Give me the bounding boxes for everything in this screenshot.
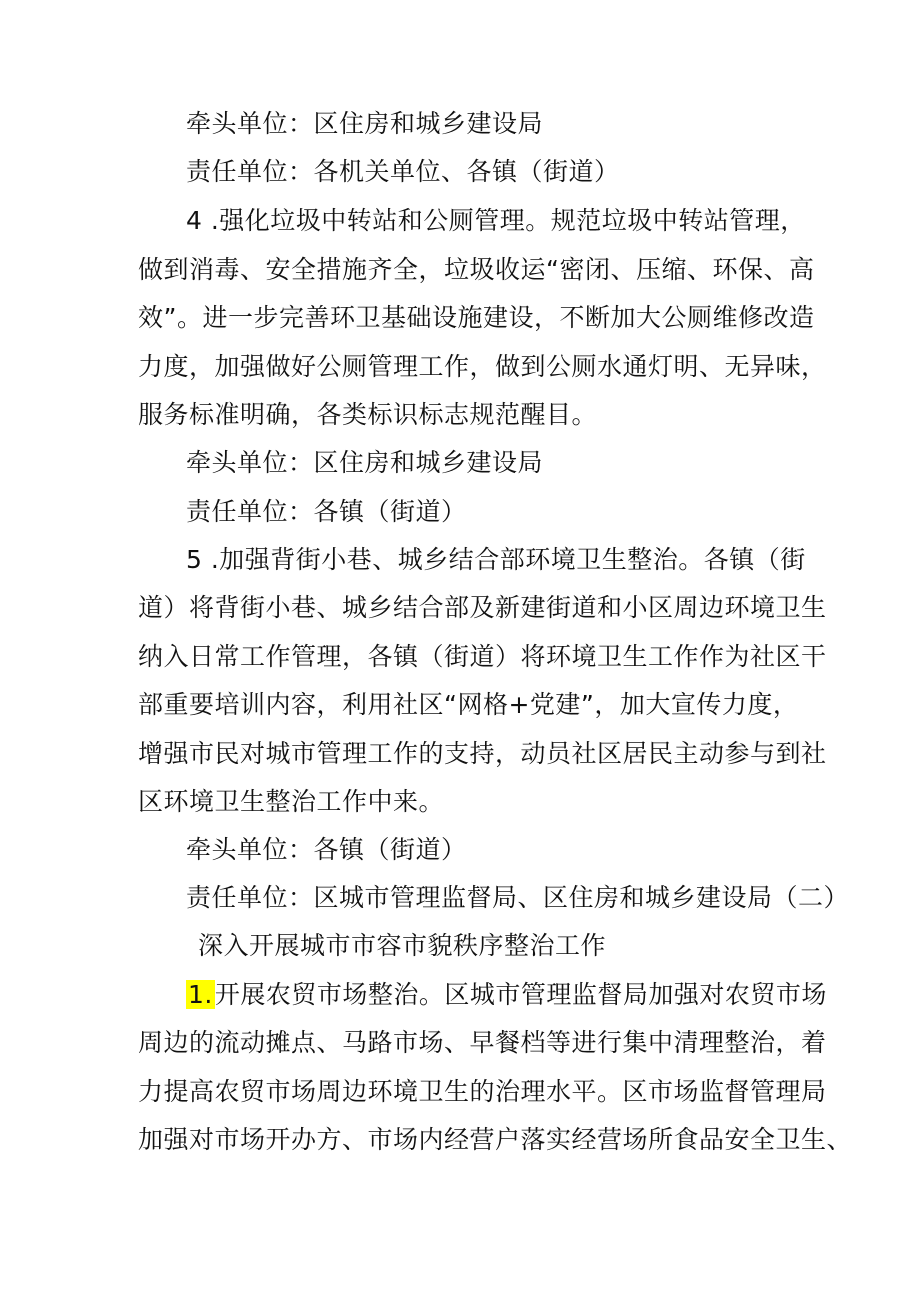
paragraph-line: 纳入日常工作管理，各镇（街道）将环境卫生工作作为社区干 [138,642,827,671]
paragraph-line: 力度，加强做好公厕管理工作，做到公厕水通灯明、无异味， [138,352,827,381]
paragraph-line: 力提高农贸市场周边环境卫生的治理水平。区市场监督管理局 [138,1077,827,1106]
paragraph-line: 道）将背街小巷、城乡结合部及新建街道和小区周边环境卫生 [138,593,827,622]
paragraph-line: 部重要培训内容，利用社区“网格+党建”，加大宣传力度， [138,690,799,719]
responsible-unit-line: 责任单位：各机关单位、各镇（街道） [186,157,620,186]
paragraph-line: 服务标准明确，各类标识标志规范醒目。 [138,400,598,429]
lead-unit-line: 牵头单位：区住房和城乡建设局 [186,448,544,477]
paragraph-line: 5 .加强背街小巷、城乡结合部环境卫生整治。各镇（街 [186,545,806,574]
highlighted-item-number: 1. [188,980,213,1009]
paragraph-line: 效”。进一步完善环卫基础设施建设，不断加大公厕维修改造 [138,303,815,332]
paragraph-line: 区环境卫生整治工作中来。 [138,787,445,816]
paragraph-line: 4 .强化垃圾中转站和公厕管理。规范垃圾中转站管理， [186,206,806,235]
paragraph-line: 增强市民对城市管理工作的支持，动员社区居民主动参与到社 [138,739,827,768]
paragraph-line [186,979,827,1011]
section-heading: 深入开展城市市容市貌秩序整治工作 [198,931,607,960]
lead-unit-line: 牵头单位：各镇（街道） [186,835,467,864]
paragraph-line: 做到消毒、安全措施齐全，垃圾收运“密闭、压缩、环保、高 [138,255,815,284]
lead-unit-line: 牵头单位：区住房和城乡建设局 [186,109,544,138]
paragraph-text: 开展农贸市场整治。区城市管理监督局加强对农贸市场 [214,980,827,1009]
responsible-unit-line: 责任单位：区城市管理监督局、区住房和城乡建设局（二） [186,883,850,912]
responsible-unit-line: 责任单位：各镇（街道） [186,497,467,526]
paragraph-line: 加强对市场开办方、市场内经营户落实经营场所食品安全卫生、 [138,1125,853,1154]
paragraph-line: 周边的流动摊点、马路市场、早餐档等进行集中清理整治，着 [138,1028,827,1057]
